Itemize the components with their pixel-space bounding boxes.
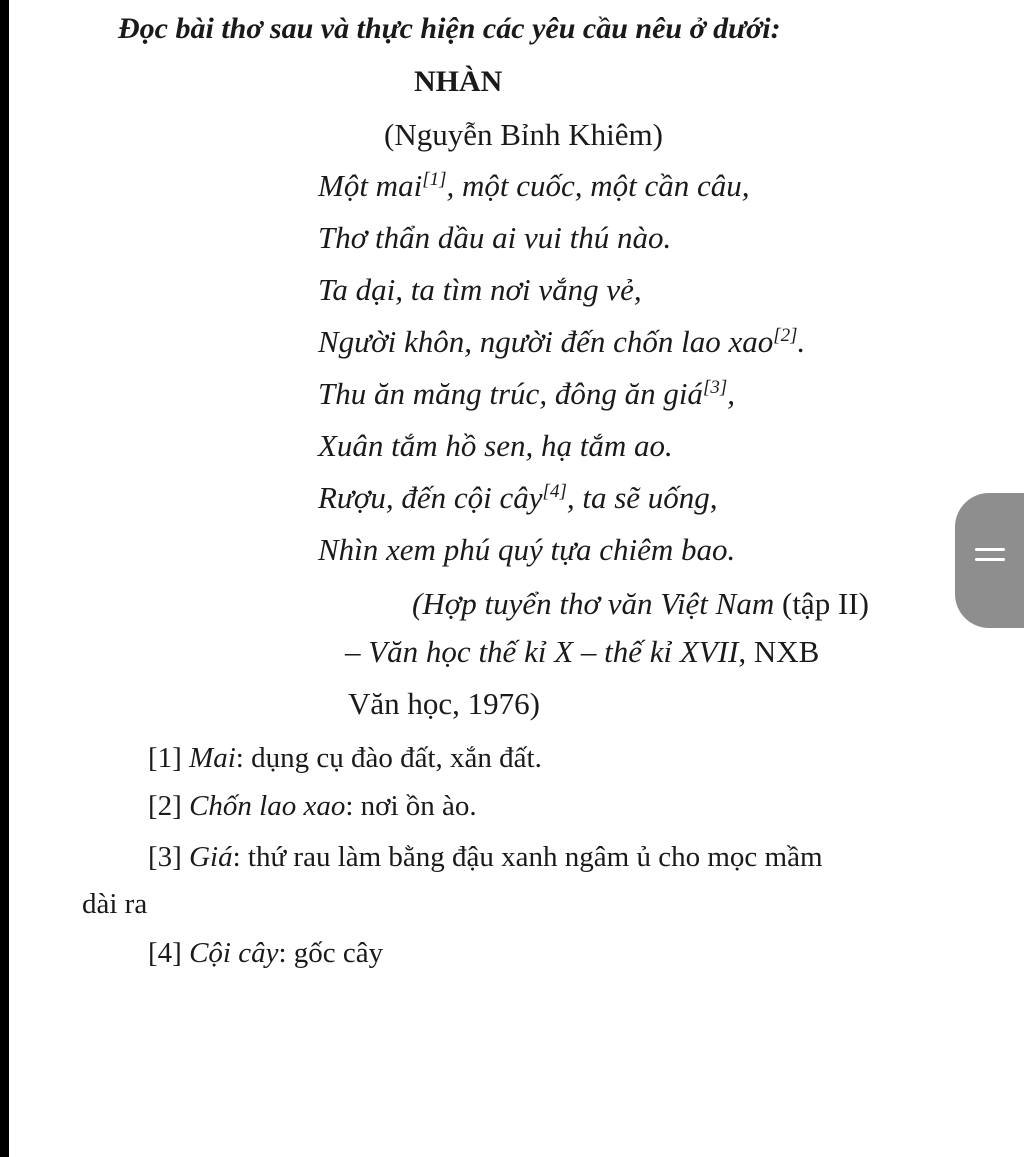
poem-line-text: , ta sẽ uống, — [566, 480, 718, 515]
poem-line — [318, 375, 735, 413]
footnote — [148, 787, 477, 825]
footnote-ref: [4] — [542, 481, 567, 502]
footnote — [148, 934, 383, 972]
source-period: – Văn học thế kỉ X – thế kỉ XVII, — [345, 634, 747, 669]
footnote-definition: : thứ rau làm bằng đậu xanh ngâm ủ cho mọc mầm — [232, 841, 823, 873]
poem-source — [412, 585, 869, 623]
poem-line-text: Một mai — [318, 168, 423, 203]
poem-line — [318, 323, 805, 361]
poem-line-text: Nhìn xem phú quý tựa chiêm bao. — [318, 532, 736, 567]
poem-line — [318, 479, 718, 517]
poem-line-text: Rượu, đến cội cây — [318, 480, 543, 515]
poem-line-text: , — [727, 376, 735, 411]
footnote-term: Mai — [189, 742, 236, 774]
source-title: (Hợp tuyển thơ văn Việt Nam — [412, 586, 775, 621]
poem-line-text: Người khôn, người đến chốn lao xao — [318, 324, 774, 359]
footnote-definition: : nơi ồn ào. — [345, 790, 477, 822]
poem-line-text: Thu ăn măng trúc, đông ăn giá — [318, 376, 703, 411]
footnote — [148, 739, 542, 777]
footnote-term: Cội cây — [189, 937, 279, 969]
footnote-number: [3] — [148, 841, 190, 873]
instruction-heading: Đọc bài thơ sau và thực hiện các yêu cầu nêu ở dưới: — [118, 12, 781, 45]
poem-title: NHÀN — [414, 65, 503, 98]
source-publisher: NXB — [746, 634, 820, 669]
poem-line — [318, 271, 642, 309]
footnote-ref: [1] — [422, 169, 447, 190]
poem-line-text: Thơ thẩn dầu ai vui thú nào. — [318, 220, 672, 255]
poem-source — [345, 633, 819, 671]
poem-line — [318, 167, 750, 205]
footnote-definition: : dụng cụ đào đất, xắn đất. — [235, 742, 542, 774]
footnote — [148, 838, 823, 876]
footnote-term: Giá — [189, 841, 233, 873]
footnote-term: Chốn lao xao — [189, 790, 346, 822]
footnote-definition: : gốc cây — [278, 937, 384, 969]
poem-line-text: Xuân tắm hồ sen, hạ tắm ao. — [318, 428, 673, 463]
poem-line-text: Ta dại, ta tìm nơi vắng vẻ, — [318, 272, 642, 307]
scroll-handle[interactable] — [955, 493, 1024, 628]
poem-line-text: , một cuốc, một cần câu, — [446, 168, 750, 203]
left-edge-border — [0, 0, 9, 1157]
footnote-ref: [3] — [702, 377, 728, 398]
poem-line-text: . — [797, 324, 806, 359]
poem-line — [318, 219, 671, 257]
footnote-ref: [2] — [773, 325, 798, 346]
poem-source: Văn học, 1976) — [348, 686, 540, 721]
footnote-number: [2] — [148, 790, 190, 822]
footnote-number: [4] — [148, 937, 190, 969]
footnote-number: [1] — [148, 742, 190, 774]
poem-author: (Nguyễn Bỉnh Khiêm) — [384, 117, 663, 152]
poem-line — [318, 427, 673, 465]
footnote-continuation: dài ra — [82, 888, 148, 920]
source-volume: (tập II) — [774, 586, 869, 621]
poem-line — [318, 531, 735, 569]
